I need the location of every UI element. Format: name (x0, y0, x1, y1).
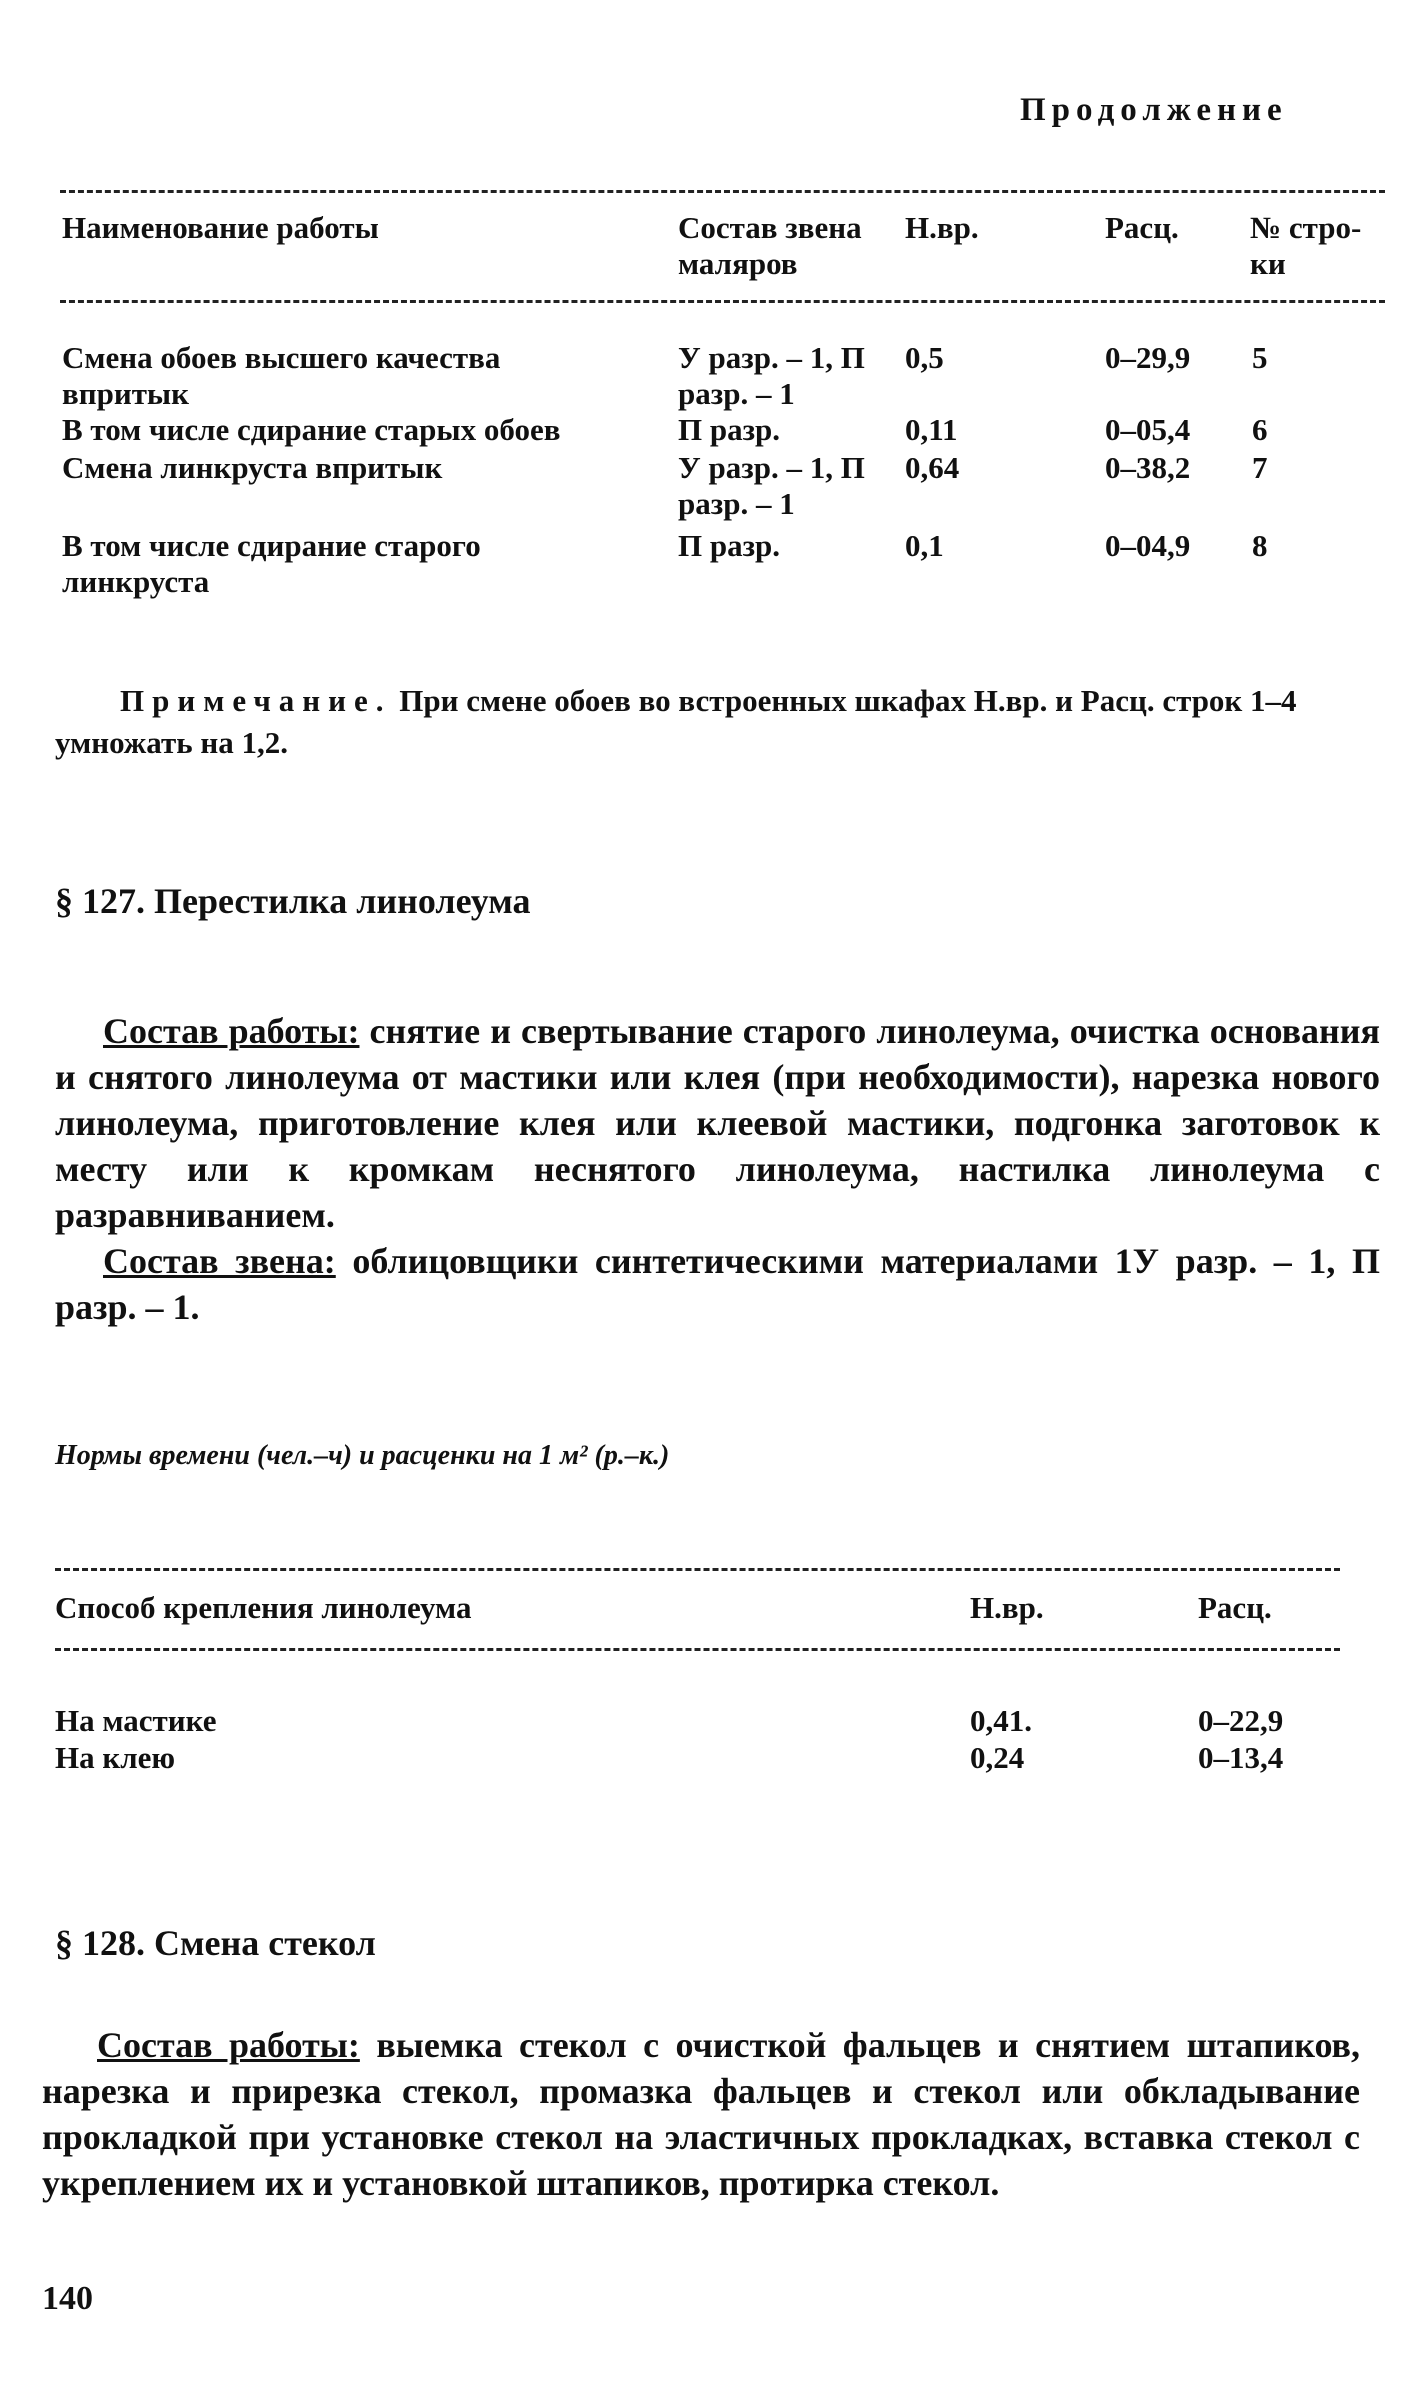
table-cell-rasc: 0–29,9 (1105, 340, 1191, 375)
table1-header-hvr: Н.вр. (905, 210, 979, 245)
table-cell-rasc: 0–05,4 (1105, 412, 1191, 447)
table-cell-hvr: 0,5 (905, 340, 944, 375)
page-number: 140 (42, 2280, 93, 2317)
table-cell-crew: У разр. – 1, П разр. – 1 (678, 450, 865, 521)
table-cell-hvr: 0,64 (905, 450, 960, 485)
table2-header-rasc: Расц. (1198, 1590, 1272, 1625)
table2-header-method: Способ крепления линолеума (55, 1590, 472, 1625)
continuation-label: Продолжение (1020, 92, 1288, 128)
table-row: В том числе сдирание старого линкруста (62, 528, 481, 599)
table-cell-row: 6 (1252, 412, 1268, 447)
table2-header-hvr: Н.вр. (970, 1590, 1044, 1625)
table-cell-rasc: 0–04,9 (1105, 528, 1191, 563)
table-cell-rasc: 0–38,2 (1105, 450, 1191, 485)
work-composition-text: выемка стекол с очисткой фальцев и снятием штапиков, нарезка и прирезка стекол, промазка фальцев и стекол или обкладывание прокладкой при установке стекол на эластичных прокладках, вставка стекол с укреплением их и установкой штапиков, протирка стекол. (42, 2025, 1361, 2203)
note-text: При смене обоев во встроенных шкафах Н.вр. и Расц. строк 1–4 умножать на 1,2. (55, 683, 1297, 760)
table2-header-rule (55, 1648, 1340, 1651)
work-composition-label: Состав работы: (103, 1011, 360, 1051)
section-128-title: § 128. Смена стекол (55, 1923, 376, 1963)
table-note (55, 680, 1375, 764)
section-127-work (55, 1008, 1380, 1238)
table-cell-row: 5 (1252, 340, 1268, 375)
table2-top-rule (55, 1568, 1340, 1571)
crew-composition-text: облицовщики синтетическими материалами 1У разр. – 1, П разр. – 1. (55, 1241, 1380, 1327)
table-cell-crew: П разр. (678, 412, 781, 447)
table-cell-rasc: 0–22,9 (1198, 1703, 1284, 1738)
table-cell-row: 7 (1252, 450, 1268, 485)
section-127-title: § 127. Перестилка линолеума (55, 881, 531, 921)
table-cell-row: 8 (1252, 528, 1268, 563)
table-cell-hvr: 0,1 (905, 528, 944, 563)
table1-header-crew: Состав звена маляров (678, 210, 862, 281)
table-cell-crew: П разр. (678, 528, 781, 563)
table-cell-hvr: 0,24 (970, 1740, 1025, 1775)
table-cell-hvr: 0,41. (970, 1703, 1032, 1738)
table-cell-hvr: 0,11 (905, 412, 958, 447)
crew-composition-label: Состав звена: (103, 1241, 336, 1281)
section-127-crew (55, 1238, 1380, 1330)
table1-header-rasc: Расц. (1105, 210, 1179, 245)
note-label: Примечание. (120, 683, 392, 718)
table-row: Смена линкруста впритык (62, 450, 443, 485)
table-row: В том числе сдирание старых обоев (62, 412, 561, 447)
table-cell-rasc: 0–13,4 (1198, 1740, 1284, 1775)
table1-header-rule (60, 300, 1385, 303)
table-cell-crew: У разр. – 1, П разр. – 1 (678, 340, 865, 411)
table-row: На клею (55, 1740, 176, 1775)
table1-header-name: Наименование работы (62, 210, 379, 245)
table-row: На мастике (55, 1703, 217, 1738)
work-composition-text: снятие и свертывание старого линолеума, очистка основания и снятого линолеума от мастики или клея (при необходимости), нарезка нового линолеума, приготовление клея или клеевой мастики, подгонка заготовок к месту или к кромкам неснятого линолеума, настилка линолеума с разравниванием. (55, 1011, 1381, 1235)
table1-top-rule (60, 190, 1385, 193)
table-row: Смена обоев высшего качества впритык (62, 340, 501, 411)
work-composition-label: Состав работы: (97, 2025, 360, 2065)
norms-caption: Нормы времени (чел.–ч) и расценки на 1 м² (р.–к.) (55, 1440, 670, 1471)
table1-header-row: № стро-ки (1250, 210, 1362, 281)
section-128-work (42, 2022, 1360, 2206)
